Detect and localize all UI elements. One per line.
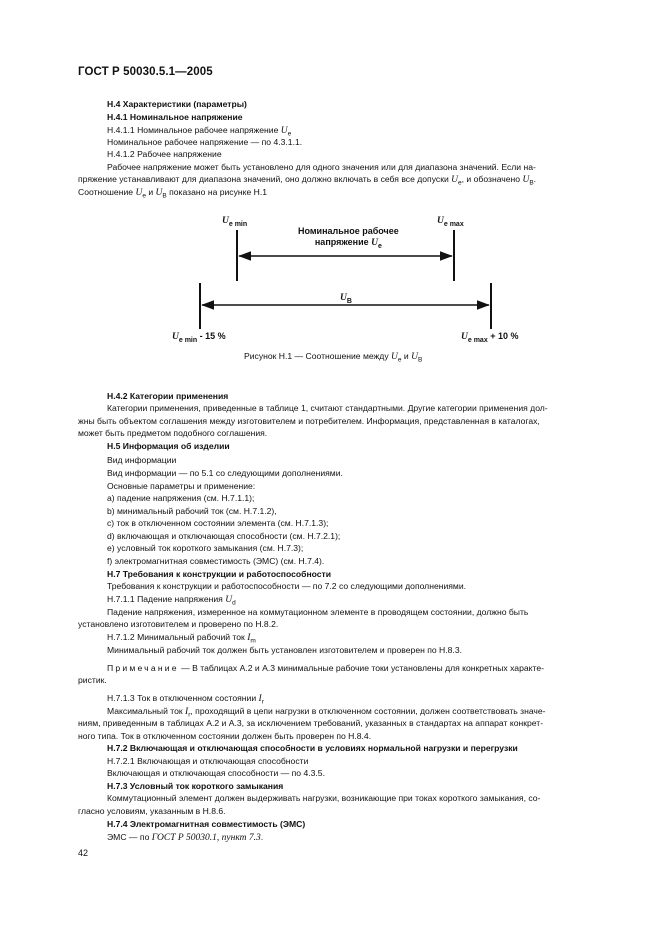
document-header: ГОСТ Р 50030.5.1—2005 [78,66,213,78]
text-line: ного типа. Ток в отключенном состоянии должен быть проверен по Н.8.4. [78,731,372,741]
text-line: b) минимальный рабочий ток (см. Н.7.1.2), [107,506,277,516]
text-line: Н.7.2.1 Включающая и отключающая способности [107,756,309,766]
text-line: Н.7.3 Условный ток короткого замыкания [107,781,284,791]
ue-min-label: $U_{e min}$ [222,216,248,228]
text-line: Рабочее напряжение может быть установлено для одного значения или для диапазона значений. Если на- [107,162,536,172]
text-line: Примечание — В таблицах А.2 и А.3 минимальные рабочие токи установлены для конкретных характе- [107,663,544,673]
text-line: Падение напряжения, измеренное на коммутационном элементе в проводящем состоянии, должно быть [107,607,529,617]
text-line: Вид информации — по 5.1 со следующими дополнениями. [107,468,343,478]
text-line: Н.7.1.1 Падение напряжения $U_d$ [107,594,236,607]
text-line: Н.7.1.3 Ток в отключенном состоянии $I_r$ [107,693,264,706]
text-line: Включающая и отключающая способности — по 4.3.5. [107,768,325,778]
ue-min-minus15-label: $U_{e min} - 15$ % [172,331,226,344]
text-line: Н.4 Характеристики (параметры) [107,99,247,109]
text-line: Вид информации [107,455,177,465]
text-line: Н.4.2 Категории применения [107,391,229,401]
ue-max-plus10-label: $U_{e max} + 10$ % [461,331,519,344]
nominal-voltage-label: Номинальное рабочее напряжение $U_e$ [298,226,399,250]
text-line: Минимальный рабочий ток должен быть установлен изготовителем и проверен по Н.8.3. [107,645,462,655]
text-line: Н.5 Информация об изделии [107,441,230,451]
text-line: Соотношение $U_e$ и $U_B$ показано на рисунке Н.1 [78,187,268,200]
text-line: Н.4.1.1 Номинальное рабочее напряжение $U_e$ [107,125,292,138]
text-line: Н.7.2 Включающая и отключающая способности в условиях нормальной нагрузки и перегрузки [107,743,518,753]
text-line: пряжение устанавливают для диапазона значений, оно должно включать в себя все допуски $U_e$, и обозначено $U_B$. [78,174,537,187]
text-line: может быть предметом подобного соглашения. [78,428,268,438]
text-line: d) включающая и отключающая способности (см. Н.7.2.1); [107,531,341,541]
text-line: Категории применения, приведенные в таблице 1, считают стандартными. Другие категории применения дол- [107,403,548,413]
text-line: Н.7.4 Электромагнитная совместимость (ЭМС) [107,819,306,829]
text-line: c) ток в отключенном состоянии элемента (см. Н.7.1.3); [107,518,329,528]
text-line: Основные параметры и применение: [107,481,256,491]
text-line: Н.7 Требования к конструкции и работоспособности [107,569,332,579]
page-number: 42 [78,848,89,858]
text-line: ЭМС — по ГОСТ Р 50030.1, пункт 7.3. [107,832,264,843]
ub-label: $U_B$ [340,293,352,305]
text-line: ниям, приведенным в таблицах А.2 и А.3, за исключением требований, указанных в стандартах на аппарат конкрет- [78,718,544,728]
text-line: жны быть объектом соглашения между изготовителем и потребителем. Информация, представленная в каталогах, [78,416,540,426]
text-line: Требования к конструкции и работоспособности — по 7.2 со следующими дополнениями. [107,581,467,591]
figure-caption: Рисунок Н.1 — Соотношение между $U_e$ и $U_B$ [244,351,423,364]
text-line: Максимальный ток $I_r$, проходящий в цепи нагрузки в отключенном состоянии, должен соответствовать значе- [107,706,546,719]
text-line: a) падение напряжения (см. Н.7.1.1); [107,493,255,503]
text-line: установлено изготовителем и проверено по Н.8.2. [78,619,279,629]
text-line: ристик. [78,675,107,685]
text-line: Коммутационный элемент должен выдерживать нагрузки, возникающие при токах короткого замыкания, со- [107,793,541,803]
ue-max-label: $U_{e max}$ [437,216,464,228]
text-line: e) условный ток короткого замыкания (см. Н.7.3); [107,543,304,553]
text-line: гласно условиям, указанным в Н.8.6. [78,806,226,816]
text-line: Н.7.1.2 Минимальный рабочий ток $I_m$ [107,632,256,645]
text-line: Н.4.1 Номинальное напряжение [107,112,243,122]
text-line: Н.4.1.2 Рабочее напряжение [107,149,222,159]
text-line: f) электромагнитная совместимость (ЭМС) (см. Н.7.4). [107,556,325,566]
text-line: Номинальное рабочее напряжение — по 4.3.1.1. [107,137,303,147]
